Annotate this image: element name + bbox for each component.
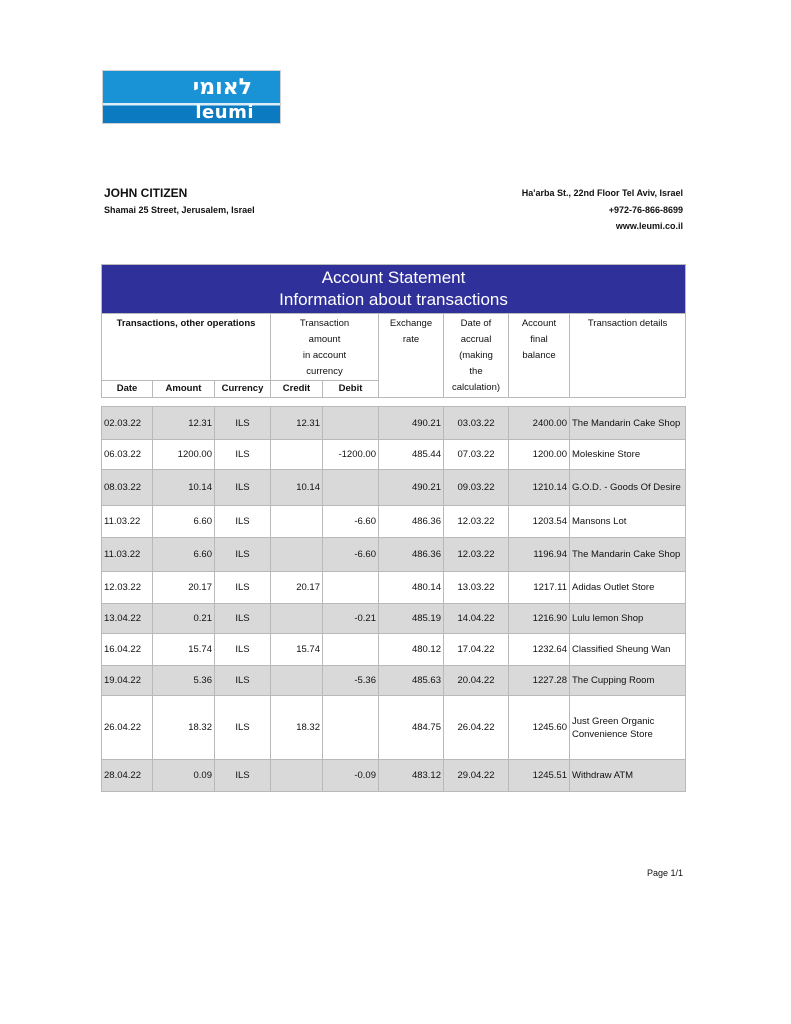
- header-credit: Credit: [271, 381, 323, 398]
- table-row: [102, 572, 686, 604]
- customer-address: Shamai 25 Street, Jerusalem, Israel: [104, 205, 255, 215]
- cell-details: Lulu lemon Shop: [570, 604, 686, 634]
- header-debit: Debit: [323, 381, 379, 398]
- transactions-body: [102, 407, 686, 792]
- cell-accrual-date: 29.04.22: [444, 760, 509, 792]
- cell-date: 28.04.22: [102, 760, 153, 792]
- cell-date: 16.04.22: [102, 634, 153, 666]
- header-date: Date: [102, 381, 153, 398]
- cell-debit: -0.21: [323, 604, 379, 634]
- table-row: [102, 696, 686, 760]
- header-transactions-group: Transactions, other operations: [102, 314, 271, 381]
- cell-debit: [323, 470, 379, 506]
- cell-accrual-date: 13.03.22: [444, 572, 509, 604]
- cell-details: Moleskine Store: [570, 440, 686, 470]
- cell-amount: 6.60: [153, 538, 215, 572]
- cell-amount: 5.36: [153, 666, 215, 696]
- cell-accrual-date: 03.03.22: [444, 407, 509, 440]
- cell-accrual-date: 20.04.22: [444, 666, 509, 696]
- bank-info: [522, 185, 683, 235]
- cell-debit: -5.36: [323, 666, 379, 696]
- cell-debit: [323, 696, 379, 760]
- statement-subtitle: Information about transactions: [279, 290, 508, 309]
- table-row: [102, 407, 686, 440]
- header-accrual-line: the: [469, 366, 483, 377]
- page-number: Page 1/1: [646, 868, 683, 878]
- header-exchange-line: Exchange: [389, 318, 433, 329]
- header-exchange-rate: [379, 314, 444, 398]
- cell-debit: [323, 634, 379, 666]
- header-amount-line: amount: [308, 334, 341, 345]
- cell-accrual-date: 26.04.22: [444, 696, 509, 760]
- cell-debit: -6.60: [323, 506, 379, 538]
- customer-info: [104, 185, 255, 218]
- header-balance-line: final: [530, 334, 548, 345]
- cell-credit: [271, 604, 323, 634]
- cell-balance: 1227.28: [509, 666, 570, 696]
- cell-exchange-rate: 484.75: [379, 696, 444, 760]
- table-row: [102, 538, 686, 572]
- cell-exchange-rate: 486.36: [379, 538, 444, 572]
- cell-amount: 10.14: [153, 470, 215, 506]
- cell-amount: 18.32: [153, 696, 215, 760]
- cell-exchange-rate: 480.12: [379, 634, 444, 666]
- header-spacer: [102, 398, 686, 407]
- cell-exchange-rate: 485.19: [379, 604, 444, 634]
- cell-amount: 0.21: [153, 604, 215, 634]
- cell-credit: 20.17: [271, 572, 323, 604]
- cell-currency: ILS: [215, 538, 271, 572]
- cell-details: The Mandarin Cake Shop: [570, 538, 686, 572]
- header-accrual-line: (making: [459, 350, 493, 361]
- cell-exchange-rate: 485.63: [379, 666, 444, 696]
- cell-amount: 20.17: [153, 572, 215, 604]
- cell-credit: 12.31: [271, 407, 323, 440]
- leumi-logo: [102, 70, 281, 124]
- cell-accrual-date: 09.03.22: [444, 470, 509, 506]
- cell-credit: [271, 538, 323, 572]
- header-accrual-line: accrual: [460, 334, 492, 345]
- cell-amount: 15.74: [153, 634, 215, 666]
- table-row: [102, 506, 686, 538]
- header-amount-line: Transaction: [299, 318, 350, 329]
- cell-currency: ILS: [215, 604, 271, 634]
- header-balance-line: balance: [522, 350, 556, 361]
- logo-hebrew-text: לאומי: [192, 75, 252, 100]
- cell-details: G.O.D. - Goods Of Desire: [570, 470, 686, 506]
- cell-date: 08.03.22: [102, 470, 153, 506]
- statement-table: [101, 264, 686, 792]
- header-accrual-line: calculation): [451, 382, 501, 393]
- cell-date: 26.04.22: [102, 696, 153, 760]
- cell-credit: 15.74: [271, 634, 323, 666]
- cell-balance: 1196.94: [509, 538, 570, 572]
- cell-details: The Mandarin Cake Shop: [570, 407, 686, 440]
- cell-balance: 2400.00: [509, 407, 570, 440]
- cell-details: Withdraw ATM: [570, 760, 686, 792]
- header-currency: Currency: [215, 381, 271, 398]
- cell-currency: ILS: [215, 506, 271, 538]
- cell-accrual-date: 12.03.22: [444, 538, 509, 572]
- cell-currency: ILS: [215, 666, 271, 696]
- header-transaction-amount: [271, 314, 379, 381]
- cell-debit: [323, 572, 379, 604]
- cell-balance: 1216.90: [509, 604, 570, 634]
- cell-credit: [271, 760, 323, 792]
- cell-date: 13.04.22: [102, 604, 153, 634]
- header-balance-line: Account: [521, 318, 557, 329]
- table-row: [102, 604, 686, 634]
- table-row: [102, 760, 686, 792]
- cell-credit: 10.14: [271, 470, 323, 506]
- cell-currency: ILS: [215, 440, 271, 470]
- cell-exchange-rate: 485.44: [379, 440, 444, 470]
- cell-debit: [323, 407, 379, 440]
- cell-date: 06.03.22: [102, 440, 153, 470]
- header-amount: Amount: [153, 381, 215, 398]
- cell-details: Adidas Outlet Store: [570, 572, 686, 604]
- cell-exchange-rate: 490.21: [379, 407, 444, 440]
- statement-title: Account Statement: [321, 268, 466, 287]
- header-amount-line: in account: [302, 350, 347, 361]
- cell-details: Just Green Organic Convenience Store: [570, 696, 686, 760]
- header-final-balance: [509, 314, 570, 398]
- cell-accrual-date: 17.04.22: [444, 634, 509, 666]
- cell-debit: -1200.00: [323, 440, 379, 470]
- cell-accrual-date: 07.03.22: [444, 440, 509, 470]
- cell-credit: [271, 506, 323, 538]
- cell-date: 19.04.22: [102, 666, 153, 696]
- cell-credit: [271, 440, 323, 470]
- cell-balance: 1217.11: [509, 572, 570, 604]
- header-accrual-line: Date of: [460, 318, 492, 329]
- cell-exchange-rate: 480.14: [379, 572, 444, 604]
- cell-currency: ILS: [215, 470, 271, 506]
- cell-date: 12.03.22: [102, 572, 153, 604]
- cell-amount: 12.31: [153, 407, 215, 440]
- bank-phone: +972-76-866-8699: [608, 204, 683, 215]
- cell-credit: [271, 666, 323, 696]
- header-transaction-details: Transaction details: [570, 314, 686, 398]
- cell-currency: ILS: [215, 634, 271, 666]
- cell-date: 02.03.22: [102, 407, 153, 440]
- cell-amount: 0.09: [153, 760, 215, 792]
- table-row: [102, 470, 686, 506]
- cell-balance: 1245.60: [509, 696, 570, 760]
- cell-balance: 1232.64: [509, 634, 570, 666]
- logo-latin-text: leumi: [195, 102, 254, 123]
- cell-details: Mansons Lot: [570, 506, 686, 538]
- cell-accrual-date: 14.04.22: [444, 604, 509, 634]
- cell-amount: 6.60: [153, 506, 215, 538]
- cell-details: Classified Sheung Wan: [570, 634, 686, 666]
- header-exchange-line: rate: [402, 334, 420, 345]
- cell-debit: -6.60: [323, 538, 379, 572]
- cell-exchange-rate: 483.12: [379, 760, 444, 792]
- customer-name: JOHN CITIZEN: [104, 186, 188, 200]
- bank-website: www.leumi.co.il: [615, 221, 683, 231]
- cell-date: 11.03.22: [102, 506, 153, 538]
- cell-credit: 18.32: [271, 696, 323, 760]
- cell-balance: 1203.54: [509, 506, 570, 538]
- cell-balance: 1210.14: [509, 470, 570, 506]
- statement-title-bar: [102, 265, 686, 314]
- cell-accrual-date: 12.03.22: [444, 506, 509, 538]
- table-row: [102, 440, 686, 470]
- cell-currency: ILS: [215, 696, 271, 760]
- cell-amount: 1200.00: [153, 440, 215, 470]
- cell-balance: 1200.00: [509, 440, 570, 470]
- table-row: [102, 666, 686, 696]
- cell-currency: ILS: [215, 760, 271, 792]
- cell-exchange-rate: 486.36: [379, 506, 444, 538]
- table-row: [102, 634, 686, 666]
- cell-date: 11.03.22: [102, 538, 153, 572]
- cell-details: The Cupping Room: [570, 666, 686, 696]
- cell-currency: ILS: [215, 572, 271, 604]
- cell-exchange-rate: 490.21: [379, 470, 444, 506]
- header-amount-line: currency: [306, 366, 343, 377]
- header-date-of-accrual: [444, 314, 509, 398]
- cell-debit: -0.09: [323, 760, 379, 792]
- cell-currency: ILS: [215, 407, 271, 440]
- cell-balance: 1245.51: [509, 760, 570, 792]
- bank-address: Ha'arba St., 22nd Floor Tel Aviv, Israel: [521, 188, 683, 198]
